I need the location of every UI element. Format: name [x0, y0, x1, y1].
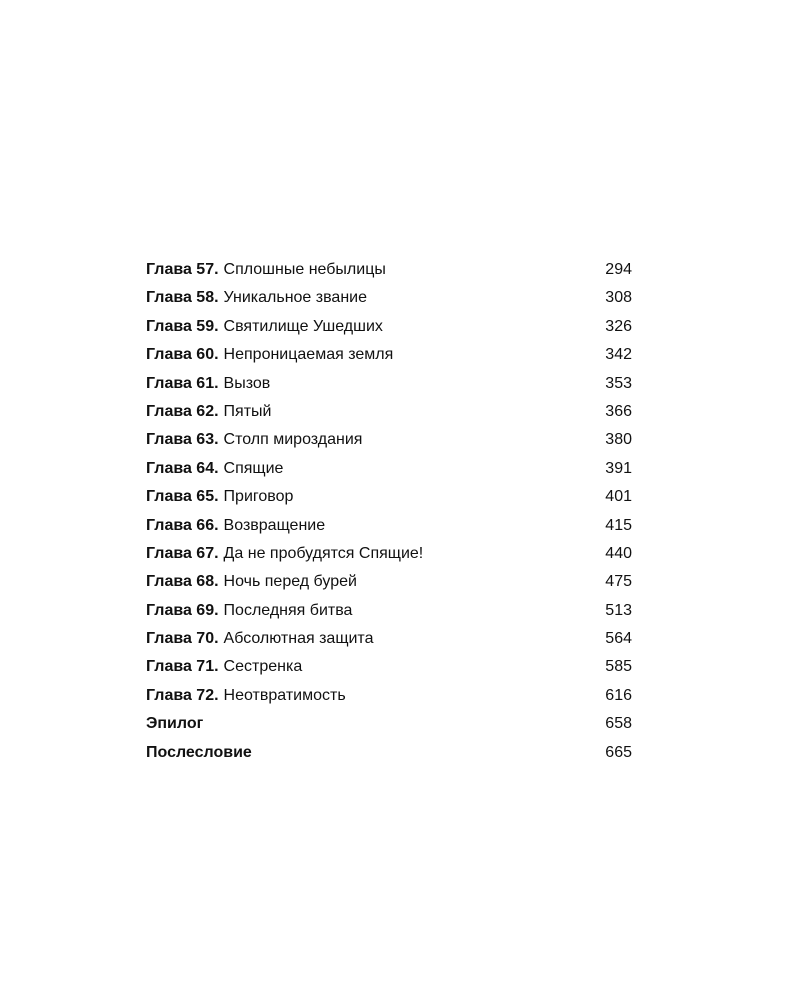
- page-number: 366: [605, 402, 632, 420]
- toc-entry: [146, 426, 632, 454]
- page-number: 665: [605, 743, 632, 761]
- chapter-label: Глава 61.: [146, 374, 219, 392]
- chapter-label: Глава 65.: [146, 488, 219, 506]
- page-number: 475: [605, 573, 632, 591]
- chapter-name: Столп мироздания: [223, 431, 363, 449]
- page-number: 585: [605, 658, 632, 676]
- chapter-name: Сплошные небылицы: [223, 261, 386, 278]
- page-number: 440: [605, 544, 632, 562]
- toc-entry-title: [146, 710, 203, 738]
- toc-entry-title: [146, 426, 362, 454]
- toc-entry: [146, 512, 632, 540]
- page-number: 342: [605, 346, 632, 364]
- chapter-label: Глава 69.: [146, 601, 219, 619]
- toc-entry-title: [146, 313, 383, 341]
- toc-entry: [146, 710, 632, 738]
- chapter-name: Неотвратимость: [223, 686, 346, 704]
- table-of-contents: [146, 256, 632, 767]
- page-number: 415: [605, 516, 632, 534]
- toc-entry: [146, 625, 632, 653]
- toc-entry: [146, 653, 632, 681]
- chapter-label: Глава 66.: [146, 516, 219, 534]
- toc-entry-title: [146, 739, 252, 767]
- chapter-label: Глава 63.: [146, 431, 219, 449]
- page-number: 658: [605, 715, 632, 733]
- toc-entry-title: [146, 568, 357, 596]
- chapter-label: Глава 62.: [146, 402, 219, 420]
- chapter-name: Возвращение: [223, 516, 326, 534]
- chapter-label: Глава 57.: [146, 261, 219, 278]
- page-number: 513: [605, 601, 632, 619]
- toc-entry: [146, 256, 632, 284]
- toc-entry-title: [146, 682, 346, 710]
- chapter-label: Глава 59.: [146, 317, 219, 335]
- chapter-label: Глава 60.: [146, 346, 219, 364]
- toc-entry: [146, 455, 632, 483]
- toc-entry: [146, 739, 632, 767]
- toc-entry: [146, 370, 632, 398]
- toc-entry: [146, 284, 632, 312]
- toc-entry-title: [146, 512, 325, 540]
- chapter-name: Святилище Ушедших: [223, 317, 383, 335]
- page-number: 401: [605, 488, 632, 506]
- toc-entry: [146, 313, 632, 341]
- chapter-name: Да не пробудятся Спящие!: [223, 544, 424, 562]
- toc-entry-title: [146, 256, 386, 284]
- chapter-label: Глава 58.: [146, 289, 219, 307]
- chapter-name: Пятый: [223, 402, 272, 420]
- chapter-label: Послесловие: [146, 743, 252, 761]
- chapter-label: Эпилог: [146, 715, 204, 733]
- toc-entry-title: [146, 370, 270, 398]
- chapter-label: Глава 68.: [146, 573, 219, 591]
- toc-entry-title: [146, 540, 423, 568]
- chapter-label: Глава 70.: [146, 630, 219, 648]
- page-number: 380: [605, 431, 632, 449]
- chapter-label: Глава 67.: [146, 544, 219, 562]
- toc-entry-title: [146, 398, 271, 426]
- toc-entry: [146, 398, 632, 426]
- toc-entry: [146, 597, 632, 625]
- page-number: 308: [605, 289, 632, 307]
- chapter-label: Глава 72.: [146, 686, 219, 704]
- toc-entry: [146, 341, 632, 369]
- chapter-name: Ночь перед бурей: [223, 573, 357, 591]
- chapter-name: Непроницаемая земля: [223, 346, 394, 364]
- page-number: 294: [605, 261, 632, 278]
- toc-entry-title: [146, 653, 302, 681]
- toc-entry-title: [146, 483, 293, 511]
- toc-entry: [146, 540, 632, 568]
- toc-entry-title: [146, 284, 367, 312]
- chapter-label: Глава 64.: [146, 459, 219, 477]
- toc-entry-title: [146, 341, 393, 369]
- toc-entry: [146, 568, 632, 596]
- page-number: 564: [605, 630, 632, 648]
- toc-entry: [146, 682, 632, 710]
- chapter-name: Абсолютная защита: [223, 630, 374, 648]
- chapter-name: Приговор: [223, 488, 294, 506]
- toc-entry: [146, 483, 632, 511]
- page-number: 353: [605, 374, 632, 392]
- toc-entry-title: [146, 597, 352, 625]
- chapter-name: Спящие: [223, 459, 284, 477]
- chapter-label: Глава 71.: [146, 658, 219, 676]
- toc-entry-title: [146, 455, 283, 483]
- chapter-name: Вызов: [223, 374, 271, 392]
- page-number: 616: [605, 686, 632, 704]
- page-number: 391: [605, 459, 632, 477]
- toc-entry-title: [146, 625, 373, 653]
- chapter-name: Сестренка: [223, 658, 303, 676]
- chapter-name: Последняя битва: [223, 601, 353, 619]
- page-number: 326: [605, 317, 632, 335]
- chapter-name: Уникальное звание: [223, 289, 367, 307]
